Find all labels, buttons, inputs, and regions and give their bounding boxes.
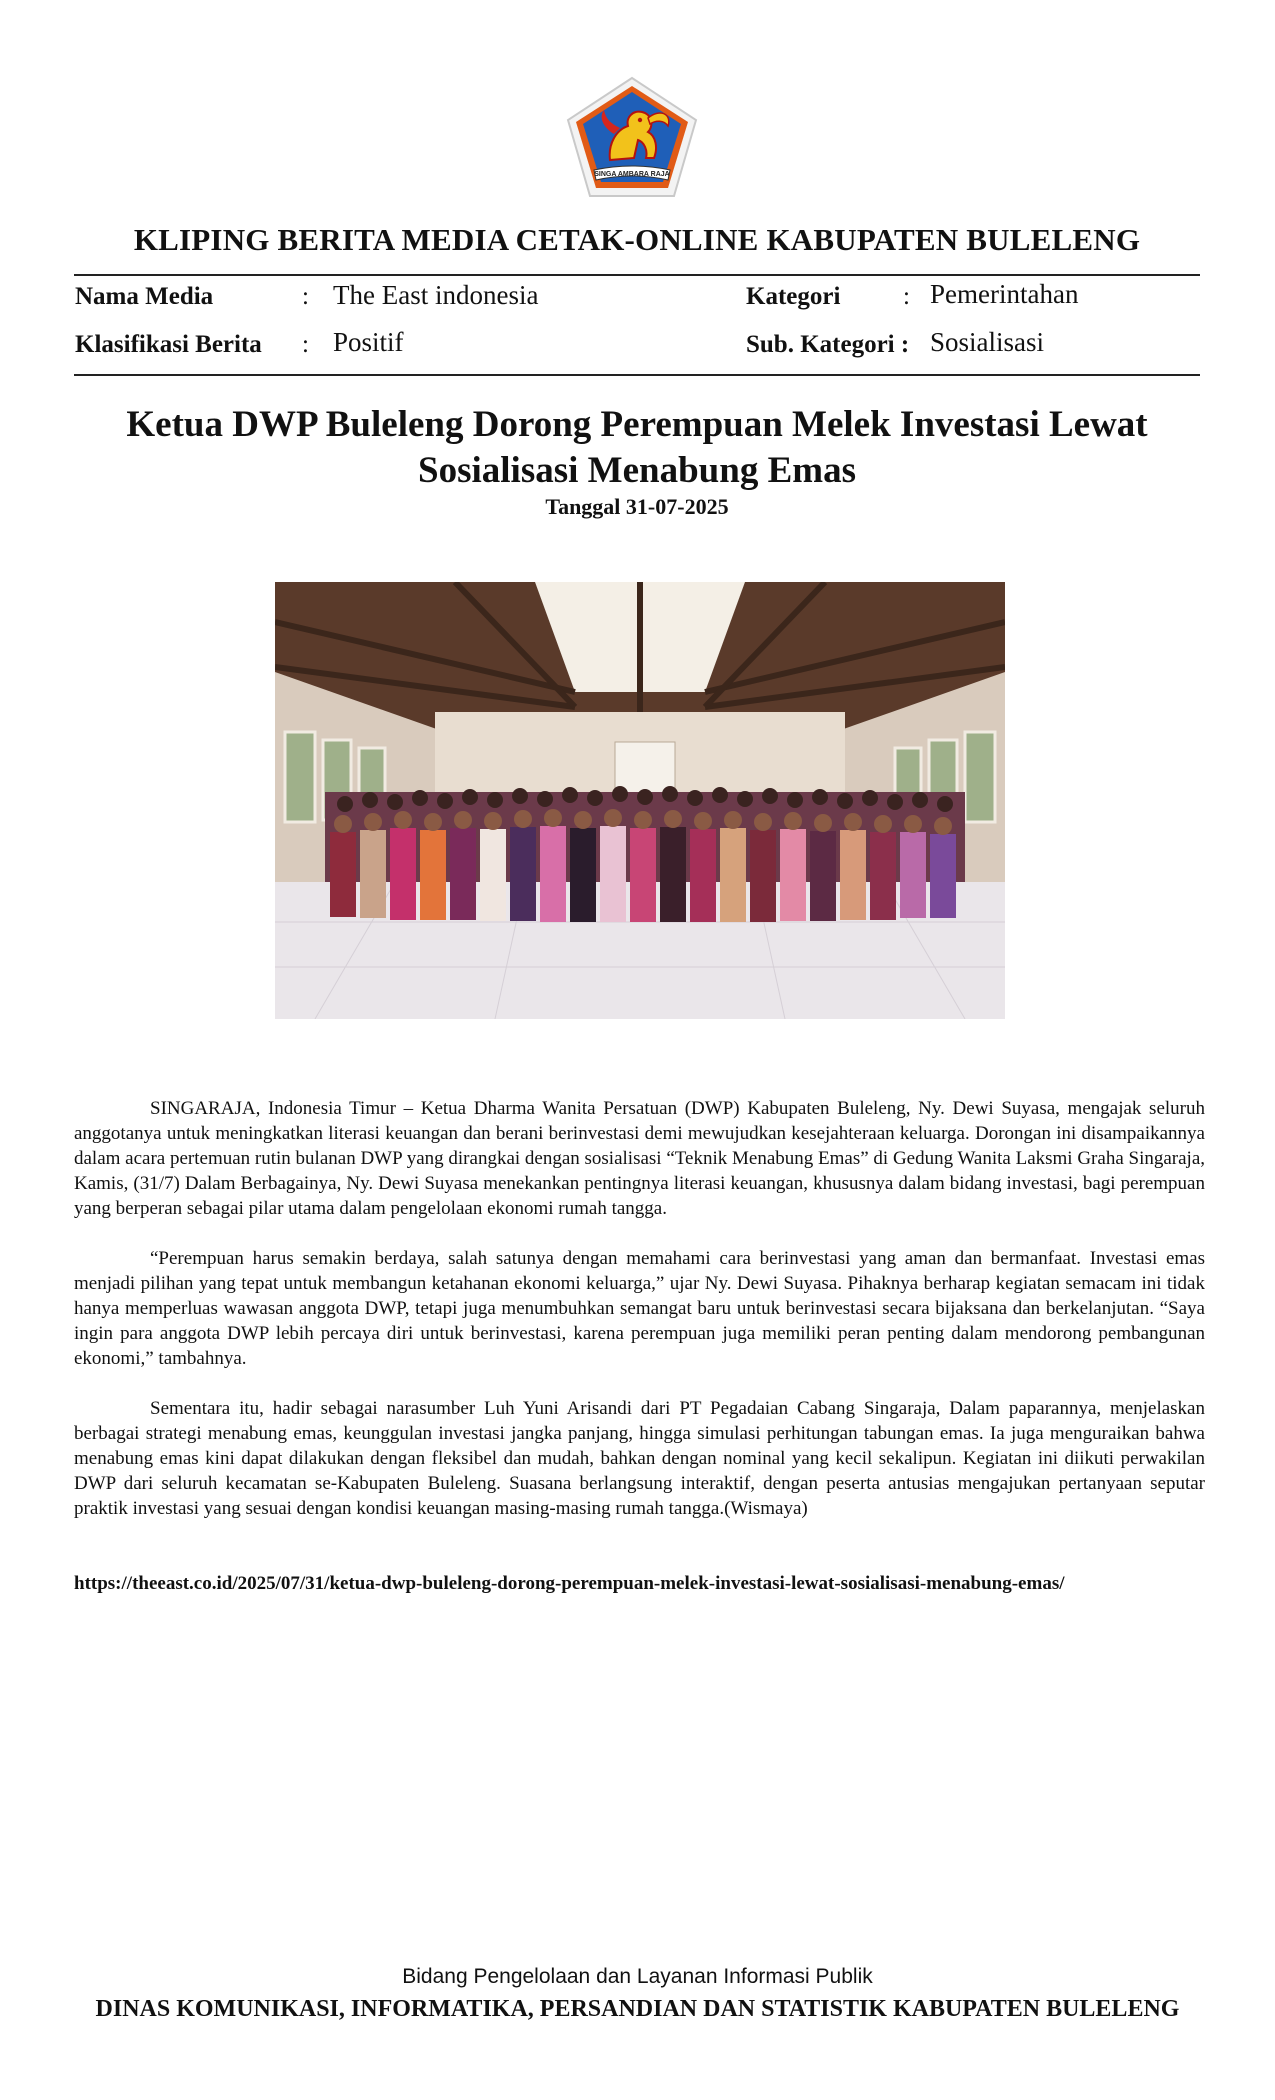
article-title: Ketua DWP Buleleng Dorong Perempuan Melek Investasi Lewat Sosialisasi Menabung Emas	[126, 404, 1148, 491]
kategori-value: Pemerintahan	[930, 279, 1079, 309]
kategori-label: Kategori	[746, 283, 841, 310]
regency-emblem-logo	[564, 74, 700, 200]
emblem-caption: SINGA AMBARA RAJA	[594, 171, 670, 178]
kategori-colon: :	[903, 283, 910, 310]
article-date: Tanggal 31-07-2025	[545, 494, 729, 519]
source-link[interactable]: https://theeast.co.id/2025/07/31/ketua-dwp-buleleng-dorong-perempuan-melek-investasi-lewat-sosialisasi-menabung-emas/	[74, 1573, 1065, 1594]
klasifikasi-berita-label: Klasifikasi Berita	[75, 331, 262, 358]
article-body	[74, 1096, 1205, 1546]
sub-kategori-value: Sosialisasi	[930, 327, 1045, 357]
footer-agency: DINAS KOMUNIKASI, INFORMATIKA, PERSANDIAN DAN STATISTIK KABUPATEN BULELENG	[95, 1996, 1180, 2022]
footer-department: Bidang Pengelolaan dan Layanan Informasi Publik	[402, 1965, 873, 1988]
sub-kategori-label: Sub. Kategori :	[746, 331, 910, 358]
article-photo	[275, 582, 1005, 1019]
header-rule-bottom	[74, 374, 1200, 376]
header-rule-top	[74, 274, 1200, 276]
klasifikasi-berita-colon: :	[302, 331, 309, 358]
article-paragraph: SINGARAJA, Indonesia Timur – Ketua Dharma Wanita Persatuan (DWP) Kabupaten Buleleng, Ny. Dewi Suyasa, mengajak seluruh anggotanya untuk meningkatkan literasi keuangan dan berani berinvestasi demi mewujudkan kesejahteraan keluarga. Dorongan ini disampaikannya dalam acara pertemuan rutin bulanan DWP yang dirangkai dengan sosialisasi “Teknik Menabung Emas” di Gedung Wanita Laksmi Graha Singaraja, Kamis, (31/7) Dalam Berbagainya, Ny. Dewi Suyasa menekankan pentingnya literasi keuangan, khususnya dalam bidang investasi, bagi perempuan yang berperan sebagai pilar utama dalam pengelolaan ekonomi rumah tangga.	[74, 1098, 1205, 1219]
nama-media-label: Nama Media	[75, 283, 214, 310]
nama-media-value: The East indonesia	[333, 280, 539, 310]
page-title: KLIPING BERITA MEDIA CETAK-ONLINE KABUPATEN BULELENG	[133, 222, 1141, 257]
nama-media-colon: :	[302, 283, 309, 310]
article-paragraph: Sementara itu, hadir sebagai narasumber Luh Yuni Arisandi dari PT Pegadaian Cabang Singaraja, Dalam paparannya, menjelaskan berbagai strategi menabung emas, keunggulan investasi jangka panjang, hingga simulasi perhitungan tabungan emas. Ia juga menguraikan bahwa menabung emas kini dapat dilakukan dengan fleksibel dan mudah, bahkan dengan nominal yang kecil sekalipun. Kegiatan ini diikuti perwakilan DWP dari seluruh kecamatan se-Kabupaten Buleleng. Suasana berlangsung interaktif, dengan peserta antusias mengajukan pertanyaan seputar praktik investasi yang sesuai dengan kondisi keuangan masing-masing rumah tangga.(Wismaya)	[74, 1398, 1205, 1519]
klasifikasi-berita-value: Positif	[333, 327, 404, 357]
article-paragraph: “Perempuan harus semakin berdaya, salah satunya dengan memahami cara berinvestasi yang aman dan bermanfaat. Investasi emas menjadi pilihan yang tepat untuk membangun ketahanan ekonomi keluarga,” ujar Ny. Dewi Suyasa. Pihaknya berharap kegiatan semacam ini tidak hanya memperluas wawasan anggota DWP, tetapi juga menumbuhkan semangat baru untuk berinvestasi secara bijaksana dan berkelanjutan. “Saya ingin para anggota DWP lebih percaya diri untuk berinvestasi, karena perempuan juga memiliki peran penting dalam mendorong pembangunan ekonomi,” tambahnya.	[74, 1248, 1205, 1369]
